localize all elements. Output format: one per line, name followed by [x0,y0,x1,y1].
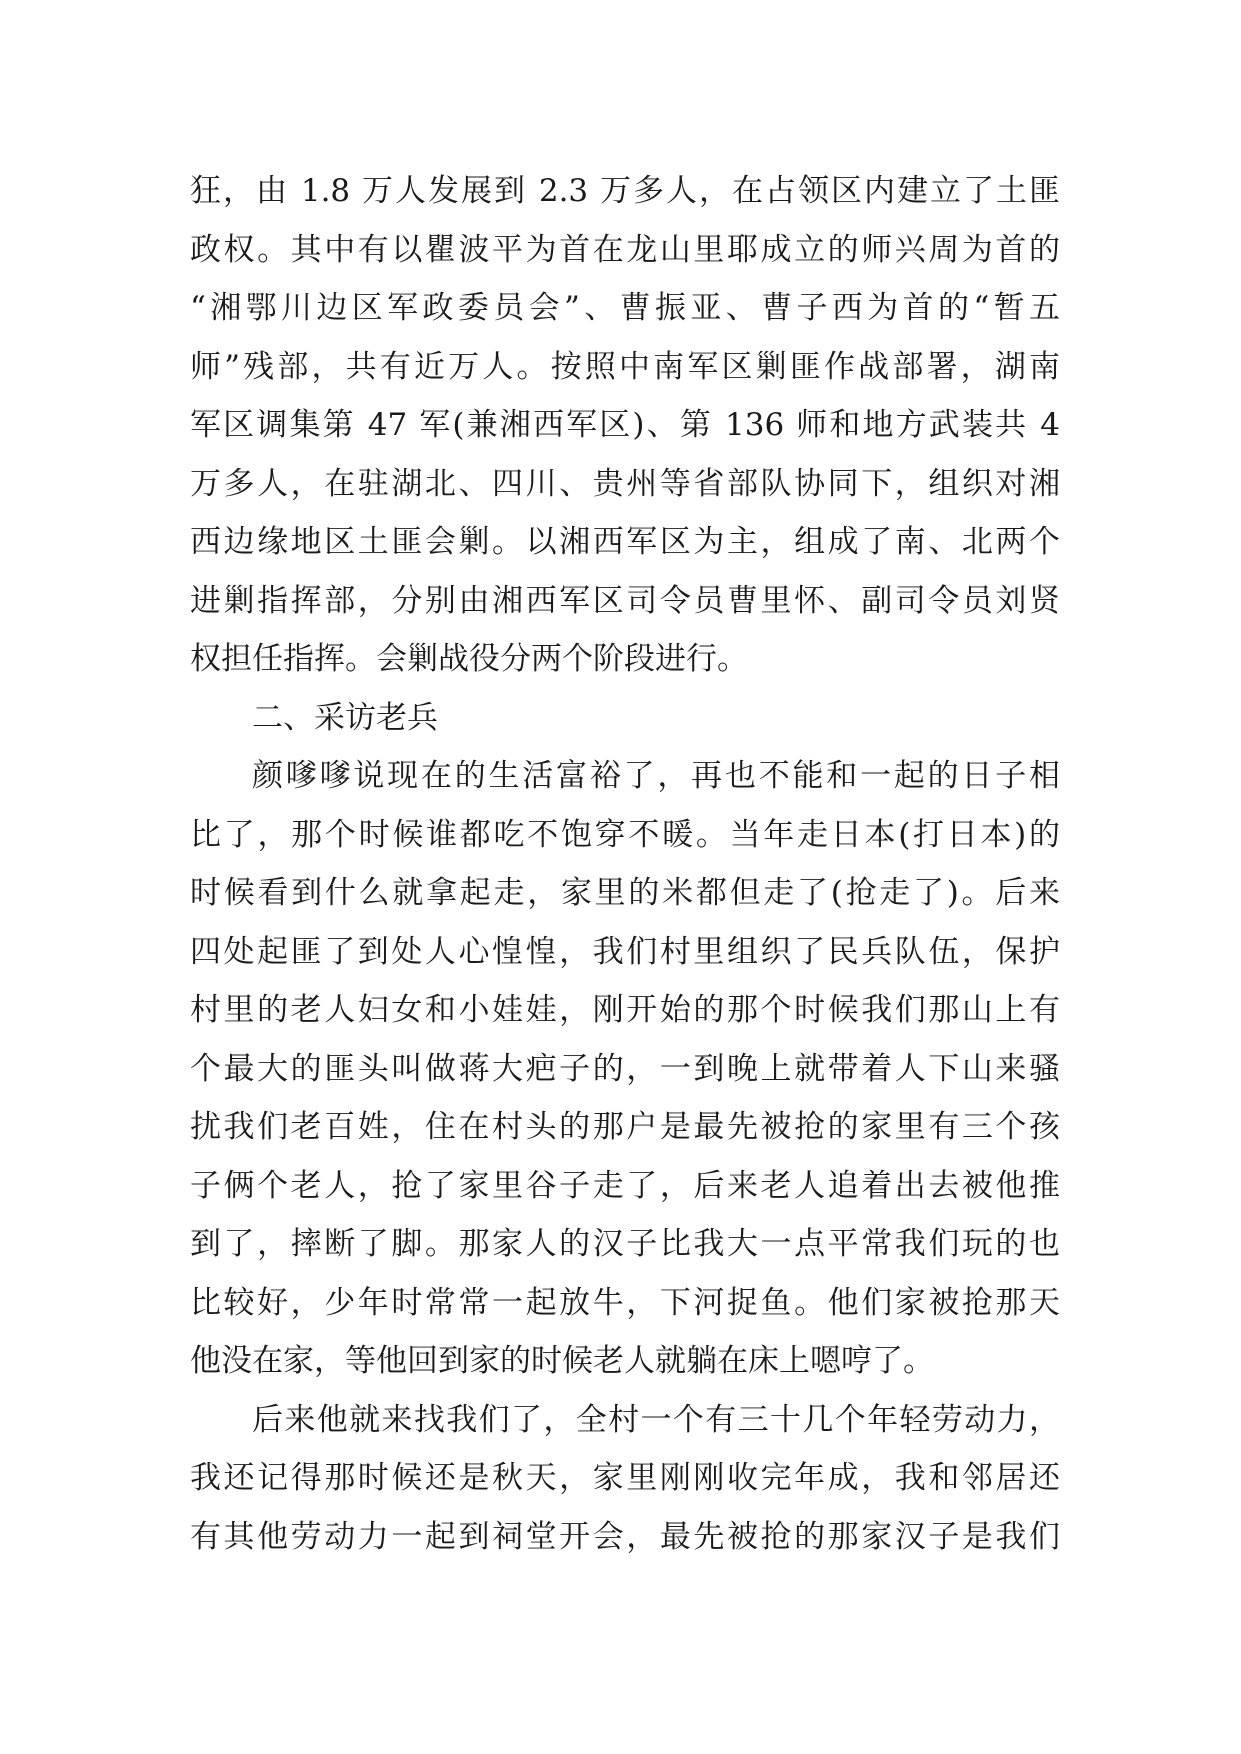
text-line: 比较好，少年时常常一起放牛，下河捉鱼。他们家被抢那天 [190,1284,1060,1321]
text-line: 进剿指挥部，分别由湘西军区司令员曹里怀、副司令员刘贤 [190,582,1060,619]
text-line: 他没在家，等他回到家的时候老人就躺在床上嗯哼了。 [190,1343,934,1379]
text-line: 到了，摔断了脚。那家人的汉子比我大一点平常我们玩的也 [190,1226,1060,1262]
text-line: 狂，由 1.8 万人发展到 2.3 万多人，在占领区内建立了土匪 [190,173,1060,209]
text-line: 颜嗲嗲说现在的生活富裕了，再也不能和一起的日子相 [252,758,1060,794]
text-line: “湘鄂川边区军政委员会”、曹振亚、曹子西为首的“暂五 [190,290,1060,326]
text-line: 我还记得那时候还是秋天，家里刚刚收完年成，我和邻居还 [190,1460,1060,1496]
text-line: 比了，那个时候谁都吃不饱穿不暖。当年走日本(打日本)的 [190,816,1060,853]
text-line: 政权。其中有以瞿波平为首在龙山里耶成立的师兴周为首的 [190,231,1060,268]
text-line: 军区调集第 47 军(兼湘西军区)、第 136 师和地方武装共 4 [190,407,1060,443]
text-line: 权担任指挥。会剿战役分两个阶段进行。 [190,641,748,677]
text-line: 西边缘地区土匪会剿。以湘西军区为主，组成了南、北两个 [190,524,1060,560]
text-line: 有其他劳动力一起到祠堂开会，最先被抢的那家汉子是我们 [190,1518,1060,1555]
text-line: 个最大的匪头叫做蒋大疤子的，一到晚上就带着人下山来骚 [190,1050,1060,1087]
section-heading: 二、采访老兵 [252,699,438,736]
text-line: 时候看到什么就拿起走，家里的米都但走了(抢走了)。后来 [190,875,1060,911]
text-line: 四处起匪了到处人心惶惶，我们村里组织了民兵队伍，保护 [190,933,1060,970]
text-line: 后来他就来找我们了，全村一个有三十几个年轻劳动力， [252,1401,1060,1438]
text-line: 扰我们老百姓，住在村头的那户是最先被抢的家里有三个孩 [190,1109,1060,1145]
document-body [190,162,1060,1566]
text-line: 子俩个老人，抢了家里谷子走了，后来老人追着出去被他推 [190,1167,1060,1204]
text-line: 村里的老人妇女和小娃娃，刚开始的那个时候我们那山上有 [190,992,1060,1028]
text-line: 师”残部，共有近万人。按照中南军区剿匪作战部署，湖南 [190,348,1060,385]
text-line: 万多人，在驻湖北、四川、贵州等省部队协同下，组织对湘 [190,465,1060,502]
